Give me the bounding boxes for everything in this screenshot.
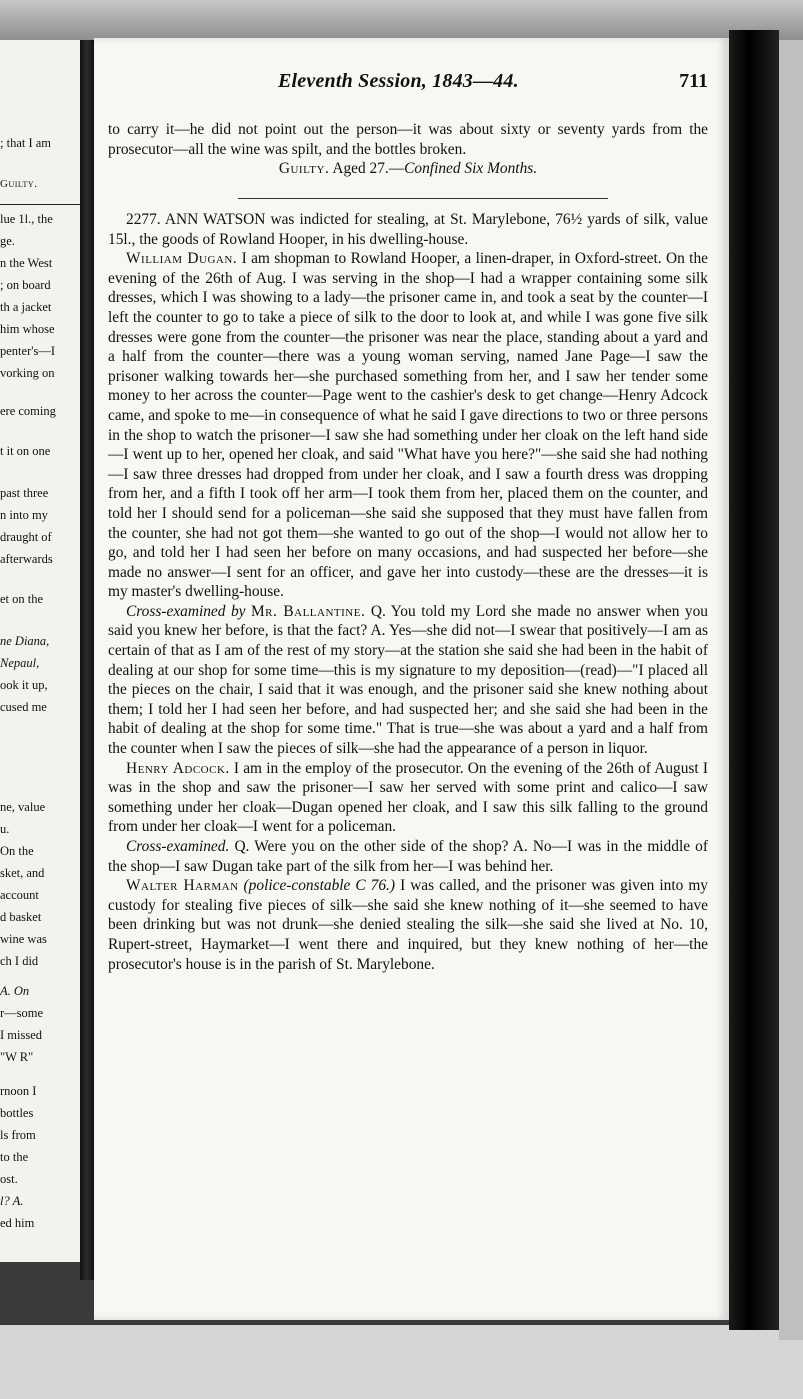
page-edge-shadow bbox=[729, 30, 779, 1330]
left-fragment: r—some bbox=[0, 1006, 44, 1020]
verdict-line bbox=[108, 159, 708, 179]
left-fragment: ook it up, bbox=[0, 678, 48, 692]
witness-name: Henry Adcock. bbox=[126, 759, 230, 777]
cross-examination-paragraph bbox=[108, 837, 708, 876]
witness-name: Walter Harman bbox=[126, 877, 239, 895]
book-gutter bbox=[80, 40, 94, 1280]
left-fragment: d basket bbox=[0, 910, 42, 924]
testimony-text: I am in the employ of the prosecutor. On the evening of the 26th of August I was in the shop and saw the prisoner—I saw her served with some print and calico—I saw something under her cloak—Dugan opened her cloak, and I saw this silk falling to the ground from under her cloak—I went for a policeman. bbox=[108, 759, 708, 836]
left-fragment: lue 1l., the bbox=[0, 212, 53, 226]
scanner-background-bottom bbox=[0, 1325, 803, 1399]
left-fragment: wine was bbox=[0, 932, 47, 946]
witness-name: William Dugan. bbox=[126, 250, 238, 268]
cross-examination-label: Cross-examined. bbox=[126, 838, 230, 855]
testimony-paragraph bbox=[108, 876, 708, 974]
left-fragment: ne, value bbox=[0, 800, 46, 814]
left-fragment: Nepaul, bbox=[0, 656, 40, 670]
left-fragment: ls from bbox=[0, 1128, 36, 1142]
left-fragment: penter's—I bbox=[0, 344, 56, 358]
scanner-background-right bbox=[779, 40, 803, 1340]
left-fragment: ge. bbox=[0, 234, 15, 248]
left-fragment: ; that I am bbox=[0, 136, 52, 150]
verdict-sentence: Confined Six Months. bbox=[404, 160, 538, 178]
left-fragment: t it on one bbox=[0, 444, 51, 458]
left-fragment: n into my bbox=[0, 508, 48, 522]
left-fragment: past three bbox=[0, 486, 49, 500]
left-divider bbox=[0, 204, 80, 205]
left-fragment: ere coming bbox=[0, 404, 56, 418]
document-page bbox=[94, 38, 729, 1320]
page-header bbox=[108, 72, 708, 100]
left-fragment: to the bbox=[0, 1150, 29, 1164]
left-fragment: "W R" bbox=[0, 1050, 34, 1064]
running-head: Eleventh Session, 1843—44. bbox=[278, 70, 519, 92]
left-fragment: rnoon I bbox=[0, 1084, 37, 1098]
left-fragment: ne Diana, bbox=[0, 634, 50, 648]
left-fragment: On the bbox=[0, 844, 34, 858]
left-fragment: l? A. bbox=[0, 1194, 24, 1208]
testimony-paragraph bbox=[108, 759, 708, 837]
left-fragment: ; on board bbox=[0, 278, 51, 292]
scanner-background-top bbox=[0, 0, 803, 40]
left-fragment: draught of bbox=[0, 530, 52, 544]
case-record bbox=[108, 210, 708, 974]
case-divider bbox=[238, 198, 608, 199]
cross-examination-label: Cross-examined by bbox=[126, 602, 246, 620]
case-heading: 2277. ANN WATSON was indicted for stealing, at St. Marylebone, 76½ yards of silk, value 15l., the goods of Rowland Hooper, in his dwelling-house. bbox=[108, 211, 708, 248]
testimony-text: I am shopman to Rowland Hooper, a linen-draper, in Oxford-street. On the evening of the 26th of Aug. I was serving in the shop—I had a wrapper containing some silk dresses, which I was showing to a lady—the prisoner came in, and took a seat by the counter—I left the counter to go to take a piece of silk to the door to look at, and while I was gone five silk dresses were gone from the counter—the prisoner was near the place, standing about a yard and a half from the counter—there was a young woman serving, named Jane Page—I saw the prisoner walking towards her—she purchased something from her, and I saw her tender some money to her across the counter—Page went to the cashier's desk to get change—Henry Adcock came, and spoke to me—in consequence of what he said I gave directions to two or three persons in the shop to watch the prisoner—I saw she had something under her cloak on the left hand side—I went up to her, opened her cloak, and said "What have you here?"—she said she had nothing—I saw three dresses had dropped from under her cloak, and I saw a fourth dress was dropping from her, and a fifth I took off her arm—I took them from her, placed them on the counter, and told her I should send for a policeman—she said she supposed that they must have fallen from the counter, she had not got them—she wanted to go out of the shop—I would not allow her to go, and told her I had seen her before on many occasions, and had suspected her before—she made no answer—I sent for an officer, and gave her into custody—these are the dresses—it is my master's dwelling-house. bbox=[108, 250, 708, 601]
left-fragment: him whose bbox=[0, 322, 55, 336]
left-page-fragment bbox=[0, 40, 83, 1262]
left-fragment: cused me bbox=[0, 700, 47, 714]
testimony-paragraph bbox=[108, 249, 708, 602]
testimony-text: Q. Were you on the other side of the shop? A. No—I was in the middle of the shop—I saw Dugan take part of the silk from her—I was behind her. bbox=[108, 838, 708, 875]
left-fragment: account bbox=[0, 888, 39, 902]
verdict-label: Guilty. bbox=[278, 160, 330, 178]
left-fragment: vorking on bbox=[0, 366, 55, 380]
left-fragment: A. On bbox=[0, 984, 30, 998]
cross-examination-paragraph bbox=[108, 602, 708, 759]
testimony-text: Q. You told my Lord she made no answer when you said you knew her before, is that the fact? A. Yes—she did not—I swear that positively—I am as certain of that as I am of the rest of my story—at the station she said she had been in the habit of dealing at our shop for some time—this is my signature to my deposition—(read)—"I placed all the pieces on the chair, I said that it was enough, and the prisoner said she knew nothing about them; I told her I had seen her before, and had suspected her; and she said she had been in the habit of dealing at the shop for some time." That is true—she was about a yard and a half from the counter when I saw the pieces of silk—she had the appearance of a person in liquor. bbox=[108, 602, 708, 758]
page-number: 711 bbox=[679, 70, 708, 92]
left-fragment: ed him bbox=[0, 1216, 35, 1230]
left-fragment: bottles bbox=[0, 1106, 34, 1120]
left-fragment: I missed bbox=[0, 1028, 43, 1042]
witness-note: (police-constable C 76.) bbox=[243, 877, 396, 895]
counsel-name: Mr. Ballantine. bbox=[251, 602, 366, 620]
left-fragment: ch I did bbox=[0, 954, 39, 968]
left-fragment: ost. bbox=[0, 1172, 18, 1186]
left-fragment: th a jacket bbox=[0, 300, 52, 314]
verdict-age: Aged 27.— bbox=[332, 160, 405, 178]
previous-case-text: to carry it—he did not point out the person—it was about sixty or seventy yards from the prosecutor—all the wine was spilt, and the bottles broken. bbox=[108, 121, 708, 158]
left-fragment: n the West bbox=[0, 256, 53, 270]
left-fragment: Guilty. bbox=[0, 178, 38, 190]
left-fragment: sket, and bbox=[0, 866, 45, 880]
previous-case-ending bbox=[108, 120, 708, 179]
testimony-text: I was called, and the prisoner was given into my custody for stealing five pieces of silk—she said she knew nothing of it—she seemed to have been drinking but was not drunk—she denied stealing the silk—she said she lived at No. 10, Rupert-street, Haymarket—I went there and inquired, but they knew nothing of her—the prosecutor's house is in the parish of St. Marylebone. bbox=[108, 877, 708, 973]
left-fragment: u. bbox=[0, 822, 10, 836]
left-fragment: et on the bbox=[0, 592, 44, 606]
left-fragment: afterwards bbox=[0, 552, 53, 566]
